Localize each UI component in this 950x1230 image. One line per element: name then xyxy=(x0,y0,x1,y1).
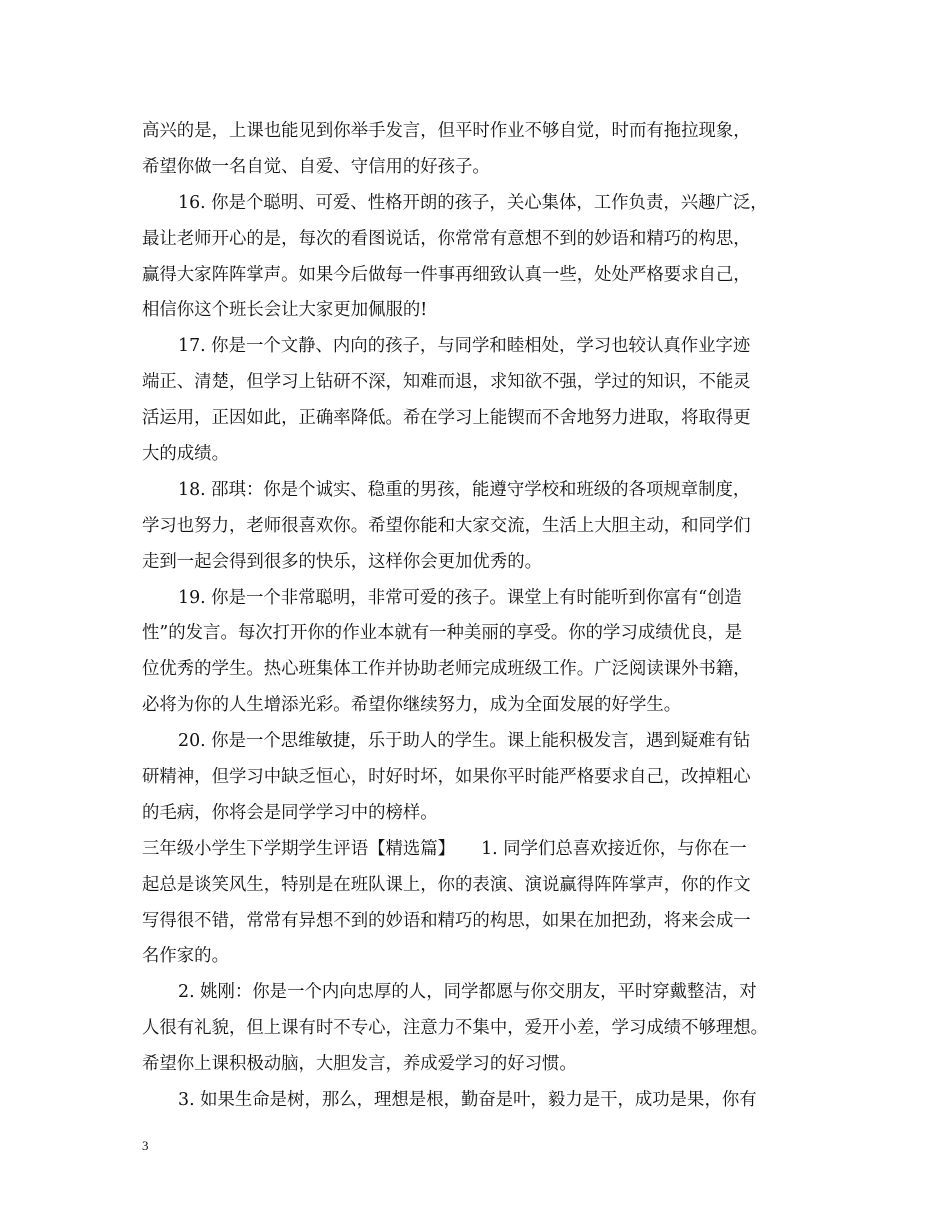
text-line: 研精神，但学习中缺乏恒心，时好时坏，如果你平时能严格要求自己，改掉粗心 xyxy=(142,767,751,788)
text-line: 走到一起会得到很多的快乐，这样你会更加优秀的。 xyxy=(142,551,542,572)
text-line: 写得很不错，常常有异想不到的妙语和精巧的构思，如果在加把劲，将来会成一 xyxy=(142,910,751,931)
text-line: 3. 如果生命是树，那么，理想是根，勤奋是叶，毅力是干，成功是果，你有 xyxy=(178,1090,757,1111)
text-line: 16. 你是个聪明、可爱、性格开朗的孩子，关心集体，工作负责，兴趣广泛， xyxy=(178,192,768,213)
text-line: 位优秀的学生。热心班集体工作并协助老师完成班级工作。广泛阅读课外书籍， xyxy=(142,659,751,680)
text-line: 20. 你是一个思维敏捷，乐于助人的学生。课上能积极发言，遇到疑难有钻 xyxy=(178,731,751,752)
text-line: 2. 姚刚：你是一个内向忠厚的人，同学都愿与你交朋友，平时穿戴整洁，对 xyxy=(178,982,757,1003)
text-line: 希望你做一名自觉、自爱、守信用的好孩子。 xyxy=(142,156,490,177)
text-line: 三年级小学生下学期学生评语【精选篇】 1. 同学们总喜欢接近你，与你在一 xyxy=(142,838,747,859)
page-number: 3 xyxy=(142,1138,149,1153)
text-line: 最让老师开心的是，每次的看图说话，你常常有意想不到的妙语和精巧的构思， xyxy=(142,228,751,249)
text-line: 人很有礼貌，但上课有时不专心，注意力不集中，爱开小差，学习成绩不够理想。 xyxy=(142,1018,769,1039)
text-line: 起总是谈笑风生，特别是在班队课上，你的表演、演说赢得阵阵掌声，你的作文 xyxy=(142,874,751,895)
text-line: 相信你这个班长会让大家更加佩服的! xyxy=(142,300,428,321)
text-line: 大的成绩。 xyxy=(142,444,229,465)
text-line: 高兴的是，上课也能见到你举手发言，但平时作业不够自觉，时而有拖拉现象， xyxy=(142,121,751,141)
text-line: 19. 你是一个非常聪明，非常可爱的孩子。课堂上有时能听到你富有“创造 xyxy=(178,587,742,608)
text-line: 的毛病，你将会是同学学习中的榜样。 xyxy=(142,802,438,823)
text-line: 18. 邵琪：你是个诚实、稳重的男孩，能遵守学校和班级的各项规章制度， xyxy=(178,479,751,500)
text-line: 希望你上课积极动脑，大胆发言，养成爱学习的好习惯。 xyxy=(142,1054,577,1075)
text-line: 性”的发言。每次打开你的作业本就有一种美丽的享受。你的学习成绩优良，是 xyxy=(142,623,743,644)
text-line: 活运用，正因如此，正确率降低。希在学习上能锲而不舍地努力进取，将取得更 xyxy=(142,408,751,429)
text-line: 端正、清楚，但学习上钻研不深，知难而退，求知欲不强，学过的知识，不能灵 xyxy=(142,372,751,393)
text-line: 17. 你是一个文静、内向的孩子，与同学和睦相处，学习也较认真作业字迹 xyxy=(178,336,751,357)
text-line: 学习也努力，老师很喜欢你。希望你能和大家交流，生活上大胆主动，和同学们 xyxy=(142,515,751,536)
text-line: 名作家的。 xyxy=(142,946,229,967)
text-line: 赢得大家阵阵掌声。如果今后做每一件事再细致认真一些，处处严格要求自己， xyxy=(142,264,751,285)
text-line: 必将为你的人生增添光彩。希望你继续努力，成为全面发展的好学生。 xyxy=(142,695,682,716)
document-body xyxy=(142,114,812,1119)
